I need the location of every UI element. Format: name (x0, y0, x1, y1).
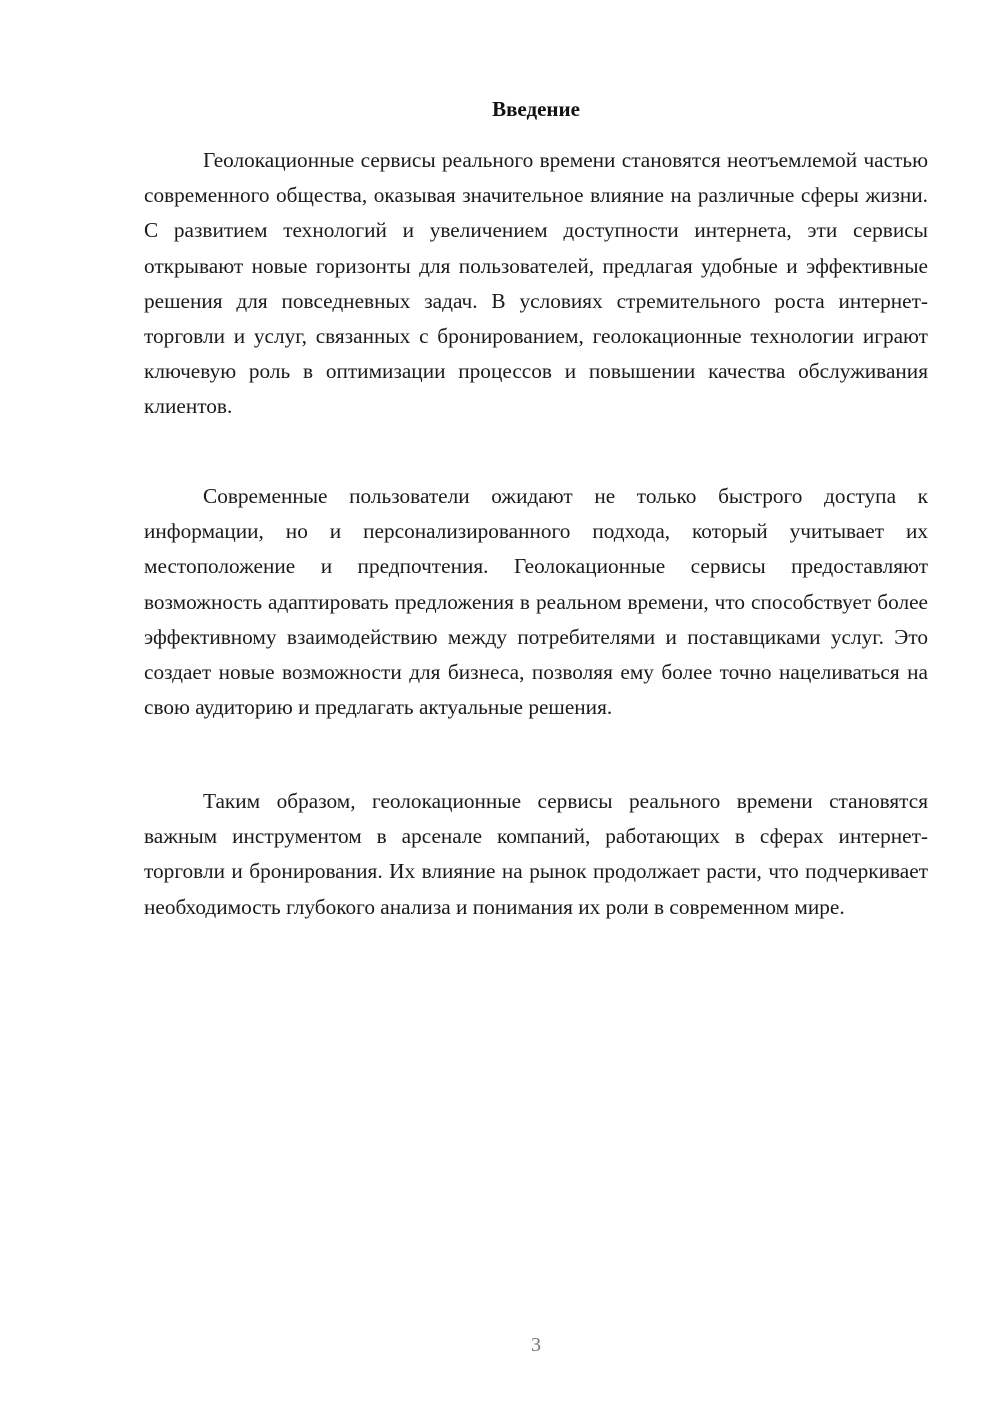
section-heading: Введение (492, 97, 580, 121)
paragraph-2: Современные пользователи ожидают не только быстрого доступа к информации, но и персонализированного подхода, который учитывает их местоположение и предпочтения. Геолокационные сервисы предоставляют возможность адаптировать предложения в реальном времени, что способствует более эффективному взаимодействию между потребителями и поставщиками услуг. Это создает новые возможности для бизнеса, позволяя ему более точно нацеливаться на свою аудиторию и предлагать актуальные решения. (144, 484, 928, 720)
page-number: 3 (531, 1334, 541, 1356)
paragraph-1: Геолокационные сервисы реального времени становятся неотъемлемой частью современного общества, оказывая значительное влияние на различные сферы жизни. С развитием технологий и увеличением доступности интернета, эти сервисы открывают новые горизонты для пользователей, предлагая удобные и эффективные решения для повседневных задач. В условиях стремительного роста интернет-торговли и услуг, связанных с бронированием, геолокационные технологии играют ключевую роль в оптимизации процессов и повышении качества обслуживания клиентов. (144, 148, 928, 419)
paragraph-3: Таким образом, геолокационные сервисы реального времени становятся важным инструментом в арсенале компаний, работающих в сферах интернет-торговли и бронирования. Их влияние на рынок продолжает расти, что подчеркивает необходимость глубокого анализа и понимания их роли в современном мире. (144, 789, 928, 919)
